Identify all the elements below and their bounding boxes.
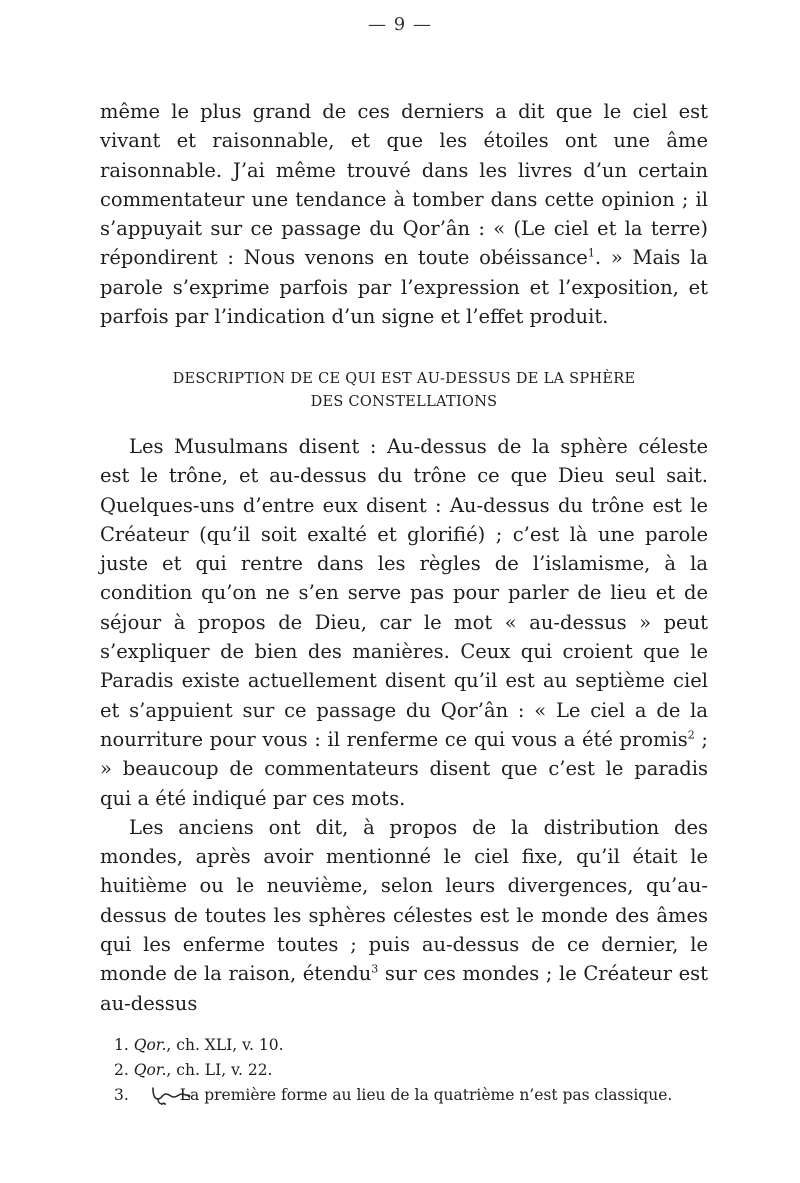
- footnote-ref-1: 1: [587, 246, 595, 260]
- section-heading-line-1: DESCRIPTION DE CE QUI EST AU-DESSUS DE LA SPHÈRE: [172, 371, 636, 387]
- footnote-3-number: 3.: [114, 1086, 129, 1104]
- opening-paragraph: [100, 97, 708, 331]
- paragraph-ancients-end: sur ces mondes ; le Créateur est au-dessus: [100, 962, 708, 1015]
- arabic-word-glyph-icon: [136, 1084, 178, 1106]
- footnote-3-text: La première forme au lieu de la quatrième n’est pas classique.: [179, 1086, 673, 1104]
- section-heading: [100, 368, 708, 414]
- footnotes: [100, 1033, 708, 1108]
- footnote-3: [100, 1083, 708, 1108]
- paragraph-muslims-text: Les Musulmans disent : Au-dessus de la sphère céleste est le trône, et au-dessus du trône ce que Dieu seul sait. Quelques-uns d’entre eux disent : Au-dessus du trône est le Créateur (qu’il soit exalté et glorifié) ; c’est là une parole juste et qui rentre dans les règles de l’islamisme, à la condition qu’on ne s’en serve pas pour parler de lieu et de séjour à propos de Dieu, car le mot « au-dessus » peut s’expliquer de bien des manières. Ceux qui croient que le Paradis existe actuellement disent qu’il est au septième ciel et s’appuient sur ce passage du Qor’ân : « Le ciel a de la nourriture pour vous : il renferme ce qui vous a été promis: [100, 435, 708, 751]
- footnote-1-number: 1.: [114, 1036, 129, 1054]
- footnote-ref-2: 2: [687, 728, 695, 742]
- footnote-1: [100, 1033, 708, 1058]
- opening-paragraph-text: même le plus grand de ces derniers a dit que le ciel est vivant et raisonnable, et que les étoiles ont une âme raisonnable. J’ai même trouvé dans les livres d’un certain commentateur une tendance à tomber dans cette opinion ; il s’appuyait sur ce passage du Qor’ân : « (Le ciel et la terre) répondirent : Nous venons en toute obéissance: [100, 100, 708, 270]
- paragraph-ancients: [100, 813, 708, 1018]
- main-text: [100, 432, 708, 1018]
- footnote-2: [100, 1058, 708, 1083]
- footnote-2-number: 2.: [114, 1061, 129, 1079]
- section-heading-line-2: DES CONSTELLATIONS: [310, 394, 498, 410]
- footnote-1-ref: Qor.: [133, 1036, 167, 1054]
- footnote-2-ref: Qor.: [133, 1061, 167, 1079]
- page-number: — 9 —: [368, 14, 432, 35]
- footnote-ref-3: 3: [371, 962, 379, 976]
- paragraph-muslims: [100, 432, 708, 813]
- footnote-2-text: , ch. LI, v. 22.: [166, 1061, 273, 1079]
- opening-paragraph-end: . » Mais la parole s’exprime parfois par l’expression et l’exposition, et parfois par l’indication d’un signe et l’effet produit.: [100, 246, 708, 329]
- paragraph-ancients-text: Les anciens ont dit, à propos de la distribution des mondes, après avoir mentionné le ciel fixe, qu’il était le huitième ou le neuvième, selon leurs divergences, qu’au-dessus de toutes les sphères célestes est le monde des âmes qui les enferme toutes ; puis au-dessus de ce dernier, le monde de la raison, étendu: [100, 815, 708, 986]
- footnote-1-text: , ch. XLI, v. 10.: [166, 1036, 284, 1054]
- paragraph-muslims-end: ; » beaucoup de commentateurs disent que c’est le paradis qui a été indiqué par ces mots.: [100, 727, 708, 810]
